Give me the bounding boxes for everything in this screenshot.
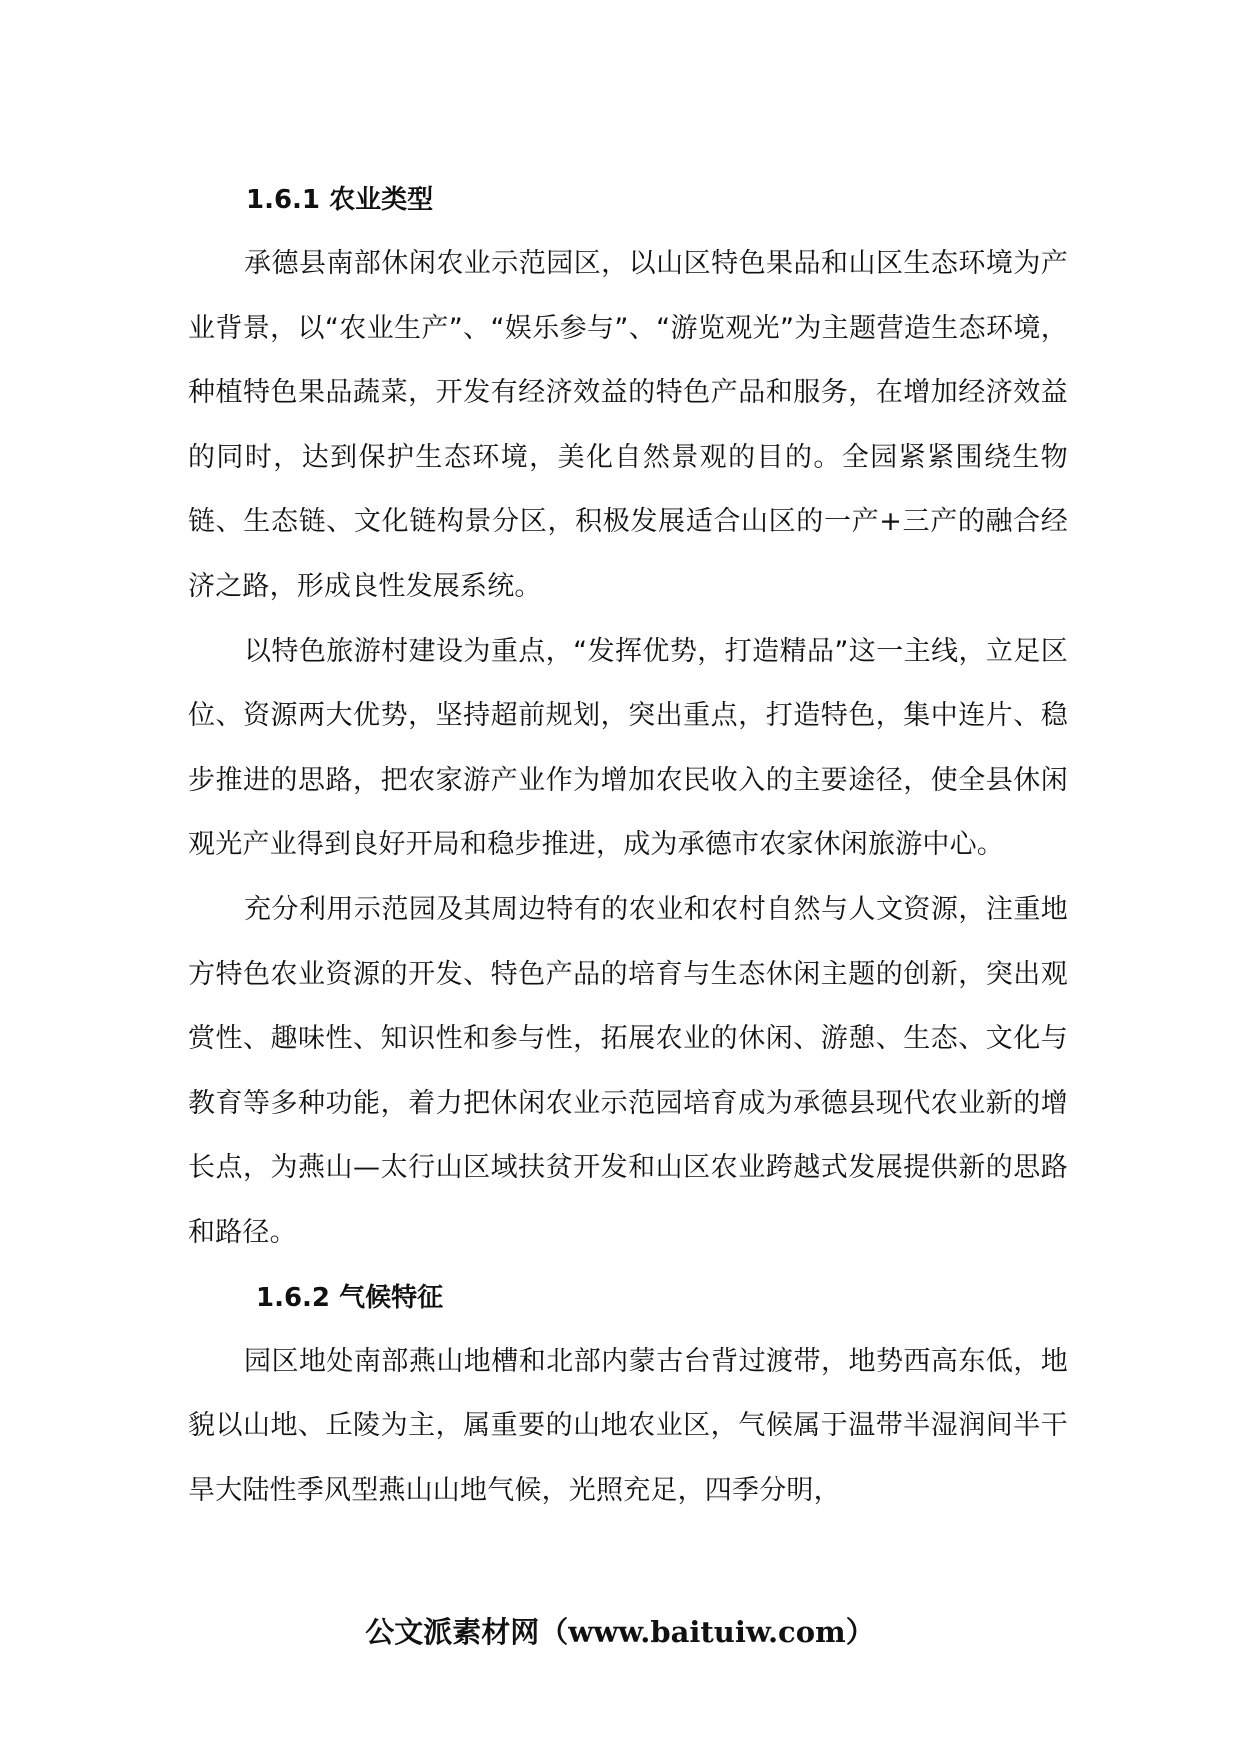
section-heading-climate: 1.6.2 气候特征 bbox=[256, 1282, 444, 1313]
document-body bbox=[188, 168, 1068, 1523]
paragraph: 以特色旅游村建设为重点，“发挥优势，打造精品”这一主线，立足区位、资源两大优势，坚持超前规划，突出重点，打造特色，集中连片、稳步推进的思路，把农家游产业作为增加农民收入的主要途径，使全县休闲观光产业得到良好开局和稳步推进，成为承德市农家休闲旅游中心。 bbox=[188, 635, 1068, 861]
section-heading-agriculture-type: 1.6.1 农业类型 bbox=[246, 185, 434, 215]
paragraph: 充分利用示范园及其周边特有的农业和农村自然与人文资源，注重地方特色农业资源的开发、特色产品的培育与生态休闲主题的创新，突出观赏性、趣味性、知识性和参与性，拓展农业的休闲、游憩、生态、文化与教育等多种功能，着力把休闲农业示范园培育成为承德县现代农业新的增长点，为燕山—太行山区域扶贫开发和山区农业跨越式发展提供新的思路和路径。 bbox=[188, 893, 1068, 1248]
footer-watermark: 公文派素材网（www.baituiw.com） bbox=[365, 1615, 875, 1649]
paragraph: 园区地处南部燕山地槽和北部内蒙古台背过渡带，地势西高东低，地貌以山地、丘陵为主，属重要的山地农业区，气候属于温带半湿润间半干旱大陆性季风型燕山山地气候，光照充足，四季分明， bbox=[188, 1345, 1068, 1506]
paragraph: 承德县南部休闲农业示范园区，以山区特色果品和山区生态环境为产业背景，以“农业生产”、“娱乐参与”、“游览观光”为主题营造生态环境，种植特色果品蔬菜，开发有经济效益的特色产品和服务，在增加经济效益的同时，达到保护生态环境，美化自然景观的目的。全园紧紧围绕生物链、生态链、文化链构景分区，积极发展适合山区的一产+三产的融合经济之路，形成良性发展系统。 bbox=[188, 248, 1068, 602]
